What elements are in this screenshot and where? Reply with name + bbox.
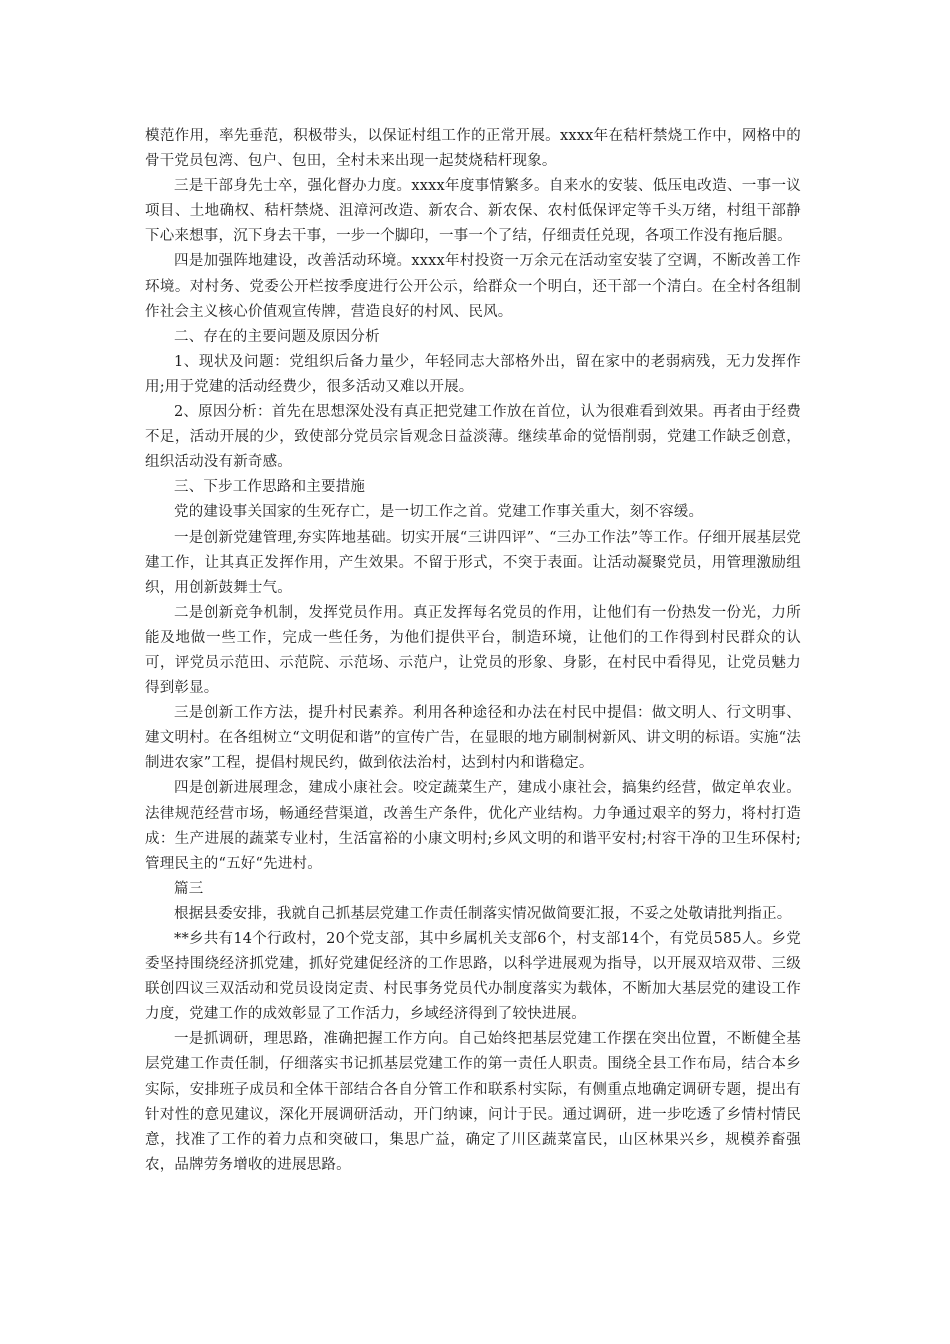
paragraph: 三是干部身先士卒，强化督办力度。xxxx年度事情繁多。自来水的安装、低压电改造、一事一议项目、土地确权、秸杆禁烧、沮漳河改造、新农合、新农保、农村低保评定等千头万绪，村组干部静下心来想事，沉下身去干事，一步一个脚印，一事一个了结，仔细责任兑现，各项工作没有拖后腿。: [145, 178, 801, 245]
section-heading: 篇三: [174, 880, 204, 897]
paragraph: 2、原因分析：首先在思想深处没有真正把党建工作放在首位，认为很难看到效果。再者由于经费不足，活动开展的少，致使部分党员宗旨观念日益淡薄。继续革命的觉悟削弱，党建工作缺乏创意，组织活动没有新奇感。: [145, 404, 801, 471]
paragraph: 模范作用，率先垂范，积极带头，以保证村组工作的正常开展。xxxx年在秸杆禁烧工作中，网格中的骨干党员包湾、包户、包田，全村未来出现一起焚烧秸杆现象。: [145, 128, 801, 170]
document-body: [145, 124, 801, 1178]
section-heading: 三、下步工作思路和主要措施: [174, 479, 366, 496]
paragraph: 1、现状及问题：党组织后备力量少，年轻同志大部格外出，留在家中的老弱病残，无力发挥作用;用于党建的活动经费少，很多活动又难以开展。: [145, 353, 801, 395]
paragraph: **乡共有14个行政村，20个党支部，其中乡属机关支部6个，村支部14个，有党员585人。乡党委坚持围绕经济抓党建，抓好党建促经济的工作思路，以科学进展观为指导，以开展双培双带、三级联创四议三双活动和党员设岗定责、村民事务党员代办制度落实为载体，不断加大基层党的建设工作力度，党建工作的成效彰显了工作活力，乡域经济得到了较快进展。: [145, 931, 801, 1023]
paragraph: 四是加强阵地建设，改善活动环境。xxxx年村投资一万余元在活动室安装了空调，不断改善工作环境。对村务、党委公开栏按季度进行公开公示，给群众一个明白，还干部一个清白。在全村各组制作社会主义核心价值观宣传牌，营造良好的村风、民风。: [145, 253, 801, 320]
paragraph: 四是创新进展理念，建成小康社会。咬定蔬菜生产，建成小康社会，搞集约经营，做定单农业。法律规范经营市场，畅通经营渠道，改善生产条件，优化产业结构。力争通过艰辛的努力，将村打造成：生产进展的蔬菜专业村，生活富裕的小康文明村;乡风文明的和谐平安村;村容干净的卫生环保村;管理民主的“五好“先进村。: [145, 780, 801, 872]
paragraph: 一是创新党建管理,夯实阵地基础。切实开展“三讲四评”、“三办工作法”等工作。仔细开展基层党建工作，让其真正发挥作用，产生效果。不留于形式，不突于表面。让活动凝聚党员，用管理激励组织，用创新鼓舞士气。: [145, 529, 801, 596]
paragraph: 二是创新竞争机制，发挥党员作用。真正发挥每名党员的作用，让他们有一份热发一份光，力所能及地做一些工作，完成一些任务，为他们提供平台，制造环境，让他们的工作得到村民群众的认可，评党员示范田、示范院、示范场、示范户，让党员的形象、身影，在村民中看得见，让党员魅力得到彰显。: [145, 604, 801, 697]
paragraph: 一是抓调研，理思路，准确把握工作方向。自己始终把基层党建工作摆在突出位置，不断健全基层党建工作责任制，仔细落实书记抓基层党建工作的第一责任人职责。围绕全县工作布局，结合本乡实际，安排班子成员和全体干部结合各自分管工作和联系村实际，有侧重点地确定调研专题，提出有针对性的意见建议，深化开展调研活动，开门纳谏，问计于民。通过调研，进一步吃透了乡情村情民意，找准了工作的着力点和突破口，集思广益，确定了川区蔬菜富民，山区林果兴乡，规模养畜强农，品牌劳务增收的进展思路。: [145, 1031, 801, 1173]
paragraph: 三是创新工作方法，提升村民素养。利用各种途径和办法在村民中提倡：做文明人、行文明事、建文明村。在各组树立“文明促和谐”的宣传广告，在显眼的地方刷制树新风、讲文明的标语。实施“法制进农家”工程，提倡村规民约，做到依法治村，达到村内和谐稳定。: [145, 705, 801, 772]
paragraph: 党的建设事关国家的生死存亡，是一切工作之首。党建工作事关重大，刻不容缓。: [174, 504, 704, 521]
section-heading: 二、存在的主要问题及原因分析: [174, 328, 380, 345]
paragraph: 根据县委安排，我就自己抓基层党建工作责任制落实情况做简要汇报，不妥之处敬请批判指正。: [174, 905, 792, 922]
